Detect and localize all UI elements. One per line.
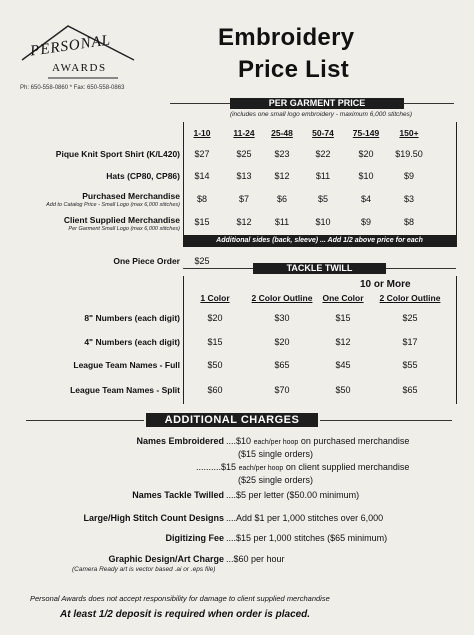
tt-price-cell: $20: [274, 337, 290, 347]
price-cell: $13: [236, 171, 252, 181]
tt-price-cell: $12: [335, 337, 351, 347]
one-piece-order-label: One Piece Order: [113, 256, 180, 266]
price-cell: $27: [194, 149, 210, 159]
charge-line: [196, 462, 409, 472]
deposit-notice: At least 1/2 deposit is required when order is placed.: [60, 609, 311, 620]
charge-label: Digitizing Fee: [165, 533, 224, 543]
charge-label: Graphic Design/Art Charge: [108, 554, 224, 564]
charge-desc: on client supplied merchandise: [283, 462, 410, 472]
tt-price-cell: $45: [335, 360, 351, 370]
damage-disclaimer: Personal Awards does not accept responsibility for damage to client supplied merchandise: [30, 594, 330, 603]
divider: [170, 103, 230, 104]
price-cell: $20: [358, 149, 374, 159]
price-cell: $12: [274, 171, 290, 181]
tt-row-label: 4" Numbers (each digit): [84, 337, 180, 347]
tt-price-cell: $50: [207, 360, 223, 370]
tt-price-cell: $65: [274, 360, 290, 370]
page-title-line1: Embroidery: [218, 24, 355, 51]
dot-leader: ....: [226, 533, 237, 543]
dot-leader: ....: [226, 490, 237, 500]
tt-price-cell: $70: [274, 385, 290, 395]
tt-col-header: 2 Color Outline: [379, 293, 441, 303]
charge-desc: Add $1 per 1,000 stitches over 6,000: [236, 513, 384, 523]
tt-price-cell: $17: [402, 337, 418, 347]
row-sublabel-purchased: Add to Catalog Price - Small Logo (max 6,000 stitches): [46, 202, 180, 208]
charge-unit: each/per hoop: [238, 465, 284, 472]
price-cell: $4: [360, 194, 371, 204]
charge-price: $15: [221, 462, 237, 472]
price-cell: $3: [403, 194, 414, 204]
charge-line: [226, 554, 285, 564]
one-piece-order-price: $25: [194, 256, 210, 266]
charge-label: Large/High Stitch Count Designs: [83, 513, 224, 523]
logo-word-personal: PERSONAL: [29, 32, 112, 60]
tt-col-header: One Color: [322, 293, 364, 303]
dot-leader: ...: [226, 554, 234, 564]
row-label-purchased-merchandise: Purchased Merchandise: [82, 191, 180, 201]
row-sublabel-client: Per Garment Small Logo (max 6,000 stitches): [68, 226, 180, 232]
divider: [26, 420, 144, 421]
tt-price-cell: $65: [402, 385, 418, 395]
price-cell: $7: [238, 194, 249, 204]
tt-col-header: 2 Color Outline: [251, 293, 313, 303]
tt-row-label: League Team Names - Split: [70, 385, 180, 395]
qty-header: 25-48: [271, 128, 293, 138]
charge-unit: each/per hoop: [253, 439, 299, 446]
charge-desc: $15 per 1,000 stitches ($65 minimum): [236, 533, 388, 543]
charge-desc: $60 per hour: [233, 554, 285, 564]
art-note: (Camera Ready art is vector based .ai or .eps file): [72, 566, 216, 573]
price-cell: $11: [274, 217, 290, 227]
price-cell: $6: [276, 194, 287, 204]
per-garment-heading: PER GARMENT PRICE: [230, 98, 404, 109]
per-garment-grid: [183, 122, 457, 247]
price-cell: $8: [403, 217, 414, 227]
price-cell: $15: [194, 217, 210, 227]
divider: [404, 103, 454, 104]
tt-price-cell: $30: [274, 313, 290, 323]
price-cell: $10: [358, 171, 374, 181]
dot-leader: ..........: [196, 462, 222, 472]
price-cell: $22: [315, 149, 331, 159]
ten-or-more-label: 10 or More: [360, 279, 411, 290]
price-cell: $8: [196, 194, 207, 204]
tt-row-label: League Team Names - Full: [73, 360, 180, 370]
tt-price-cell: $60: [207, 385, 223, 395]
price-cell: $9: [403, 171, 414, 181]
charge-line: ($15 single orders): [238, 449, 314, 459]
price-cell: $9: [360, 217, 371, 227]
price-cell: $19.50: [395, 149, 423, 159]
divider: [320, 420, 452, 421]
divider: [386, 268, 456, 269]
qty-header: 1-10: [193, 128, 211, 138]
charge-line: [226, 533, 387, 543]
qty-header: 150+: [399, 128, 419, 138]
price-cell: $23: [274, 149, 290, 159]
tt-price-cell: $55: [402, 360, 418, 370]
tt-price-cell: $50: [335, 385, 351, 395]
charge-desc: on purchased merchandise: [298, 436, 410, 446]
page-title-line2: Price List: [238, 56, 350, 83]
logo-word-awards: AWARDS: [52, 62, 107, 74]
tt-price-cell: $15: [335, 313, 351, 323]
tt-price-cell: $25: [402, 313, 418, 323]
tackle-twill-heading: TACKLE TWILL: [253, 263, 386, 274]
price-cell: $11: [315, 171, 331, 181]
charge-line: ($25 single orders): [238, 475, 314, 485]
price-cell: $12: [236, 217, 252, 227]
price-cell: $10: [315, 217, 331, 227]
charge-line: [226, 513, 383, 523]
tt-price-cell: $15: [207, 337, 223, 347]
row-label-hats: Hats (CP80, CP86): [106, 171, 180, 181]
additional-charges-heading: ADDITIONAL CHARGES: [146, 413, 318, 427]
charge-line: [226, 490, 359, 500]
per-garment-note: (includes one small logo embroidery - maximum 6,000 stitches): [229, 111, 413, 118]
dot-leader: ....: [226, 436, 237, 446]
row-label-client-supplied: Client Supplied Merchandise: [63, 215, 180, 225]
qty-header: 75-149: [352, 128, 380, 138]
charge-desc: $5 per letter ($50.00 minimum): [236, 490, 360, 500]
tt-col-header: 1 Color: [200, 293, 230, 303]
contact-numbers: Ph: 650-558-0860 * Fax: 650-558-0863: [20, 85, 125, 91]
divider: [183, 268, 253, 269]
charge-label: Names Tackle Twilled: [132, 490, 224, 500]
additional-sides-note: Additional sides (back, sleeve) ... Add 1/2 above price for each: [183, 235, 456, 247]
tt-price-cell: $20: [207, 313, 223, 323]
charge-line: [226, 436, 409, 446]
personal-awards-logo: [18, 20, 138, 82]
dot-leader: ....: [226, 513, 237, 523]
charge-label: Names Embroidered: [136, 436, 224, 446]
row-label-sport-shirt: Pique Knit Sport Shirt (K/L420): [55, 149, 180, 159]
charge-price: $10: [236, 436, 252, 446]
price-cell: $5: [317, 194, 328, 204]
price-cell: $25: [236, 149, 252, 159]
qty-header: 50-74: [312, 128, 334, 138]
qty-header: 11-24: [233, 128, 255, 138]
price-cell: $14: [194, 171, 210, 181]
tt-row-label: 8" Numbers (each digit): [84, 313, 180, 323]
